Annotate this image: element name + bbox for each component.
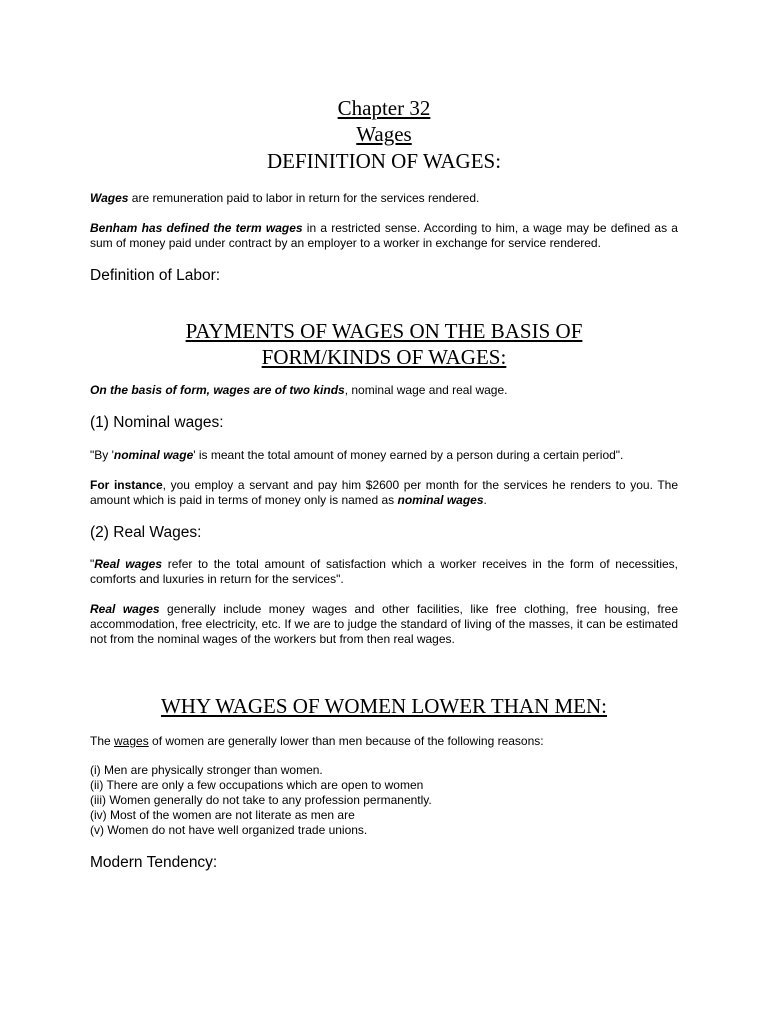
women-intro-text: of women are generally lower than men because of the following reasons: <box>148 734 544 748</box>
real-wages-paragraph <box>90 602 678 647</box>
women-intro-pre: The <box>90 734 115 748</box>
nominal-quote-open: "By ' <box>90 448 114 462</box>
nominal-wages-heading: (1) Nominal wages: <box>90 414 224 431</box>
nominal-quote-paragraph <box>90 448 678 463</box>
nominal-wages-term: nominal wages <box>397 493 484 507</box>
real-wages-text: generally include money wages and other facilities, like free clothing, free housing, free accommodation, free electricity, etc. If we are to judge the standard of living of the masses, it can be estimated not from the nominal wages of the workers but from then real wages. <box>90 602 678 646</box>
real-quote-paragraph <box>90 557 678 587</box>
labor-heading: Definition of Labor: <box>90 267 221 284</box>
nominal-example-text: , you employ a servant and pay him $2600 per month for the services he renders to you. The amount which is paid in terms of money only is named as <box>90 478 678 507</box>
modern-tendency-heading: Modern Tendency: <box>90 854 218 871</box>
wages-definition-text: are remuneration paid to labor in return for the services rendered. <box>128 191 480 205</box>
nominal-example-end: . <box>483 493 487 507</box>
nominal-wage-term: nominal wage <box>113 448 194 462</box>
list-item: (ii) There are only a few occupations which are open to women <box>90 778 424 792</box>
chapter-subject: Wages <box>356 122 412 146</box>
payments-heading-line2: FORM/KINDS OF WAGES: <box>261 345 507 369</box>
benham-paragraph <box>90 221 678 251</box>
benham-term: Benham has defined the term wages <box>90 221 303 235</box>
women-wages-heading: WHY WAGES OF WOMEN LOWER THAN MEN: <box>160 694 608 718</box>
for-instance-term: For instance <box>90 478 163 492</box>
wages-definition-paragraph <box>90 191 678 206</box>
payments-intro-term: On the basis of form, wages are of two kinds <box>90 383 345 397</box>
benham-text: in a restricted sense. According to him, a wage may be defined as a sum of money paid under contract by an employer to a worker in exchange for service rendered. <box>90 221 678 250</box>
wages-term: Wages <box>90 191 129 205</box>
real-quote-open: " <box>90 557 95 571</box>
real-wages-heading: (2) Real Wages: <box>90 524 202 541</box>
chapter-title: Chapter 32 <box>337 96 431 120</box>
real-wages-quote-term: Real wages <box>94 557 162 571</box>
list-item: (i) Men are physically stronger than women. <box>90 763 323 777</box>
list-item: (v) Women do not have well organized trade unions. <box>90 823 368 837</box>
list-item: (iii) Women generally do not take to any profession permanently. <box>90 793 432 807</box>
women-intro-paragraph <box>90 734 678 749</box>
nominal-quote-text: ' is meant the total amount of money earned by a person during a certain period". <box>193 448 624 462</box>
list-item: (iv) Most of the women are not literate as men are <box>90 808 355 822</box>
nominal-example-paragraph <box>90 478 678 508</box>
wages-link[interactable]: wages <box>114 734 149 748</box>
definition-heading: DEFINITION OF WAGES: <box>266 149 502 173</box>
payments-heading-line1: PAYMENTS OF WAGES ON THE BASIS OF <box>185 319 583 343</box>
reasons-list <box>90 763 432 838</box>
real-wages-term: Real wages <box>90 602 160 616</box>
real-quote-text: refer to the total amount of satisfaction which a worker receives in the form of necessities, comforts and luxuries in return for the services". <box>90 557 678 586</box>
payments-intro-paragraph <box>90 383 678 398</box>
payments-intro-text: , nominal wage and real wage. <box>344 383 508 397</box>
